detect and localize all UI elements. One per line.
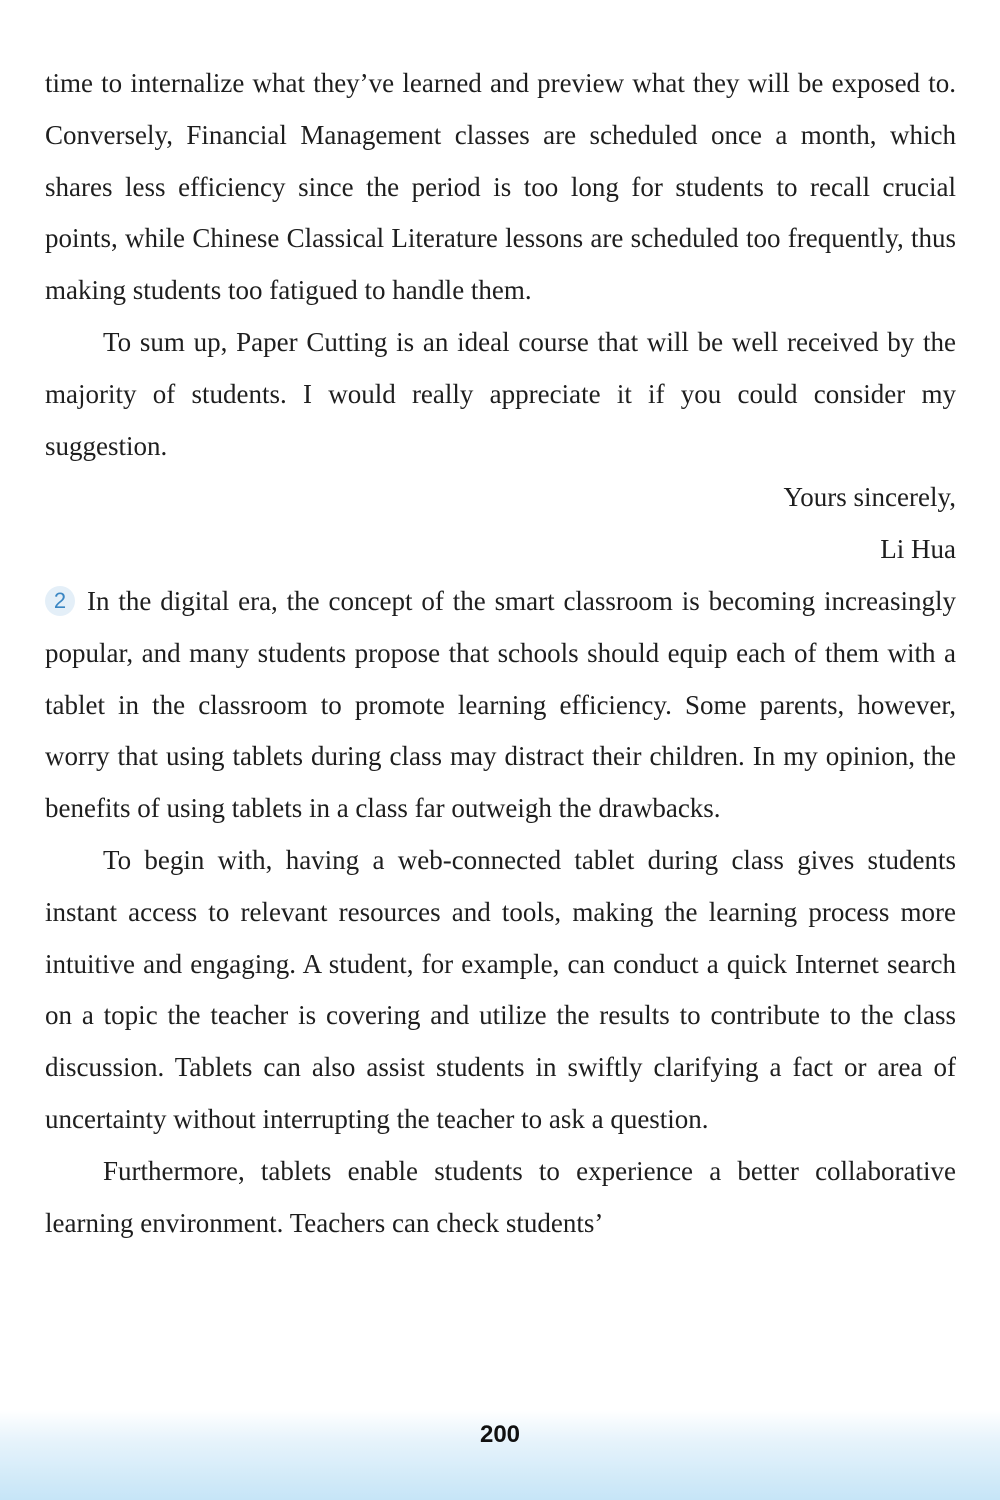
question-number-badge: 2 [45, 586, 75, 616]
conclusion-paragraph: To sum up, Paper Cutting is an ideal course that will be well received by the majority of students. I would really appreciate it if you could consider my suggestion. [45, 326, 956, 461]
question-intro-paragraph: In the digital era, the concept of the smart classroom is becoming increasingly popular, and many students propose that schools should equip each of them with a tablet in the classroom to promote learning efficiency. Some parents, however, worry that using tablets during class may distract their children. In my opinion, the benefits of using tablets in a class far outweigh the drawbacks. [45, 585, 956, 824]
letter-signature: Li Hua [880, 534, 956, 565]
page-number: 200 [479, 1421, 521, 1448]
letter-closing: Yours sincerely, [783, 482, 956, 513]
body-paragraph: To begin with, having a web-connected tablet during class gives students instant access to relevant resources and tools, making the learning process more intuitive and engaging. A student, for example, can conduct a quick Internet search on a topic the teacher is covering and utilize the results to contribute to the class discussion. Tablets can also assist students in swiftly clarifying a fact or area of uncertainty without interrupting the teacher to ask a question. [45, 844, 956, 1134]
body-paragraph: Furthermore, tablets enable students to experience a better collaborative learning environment. Teachers can check students’ [45, 1155, 956, 1238]
document-body [45, 58, 956, 1249]
body-paragraph: time to internalize what they’ve learned and preview what they will be exposed to. Conversely, Financial Management classes are scheduled once a month, which shares less efficiency since the period is too long for students to recall crucial points, while Chinese Classical Literature lessons are scheduled too frequently, thus making students too fatigued to handle them. [45, 68, 956, 306]
question-block [45, 576, 956, 835]
